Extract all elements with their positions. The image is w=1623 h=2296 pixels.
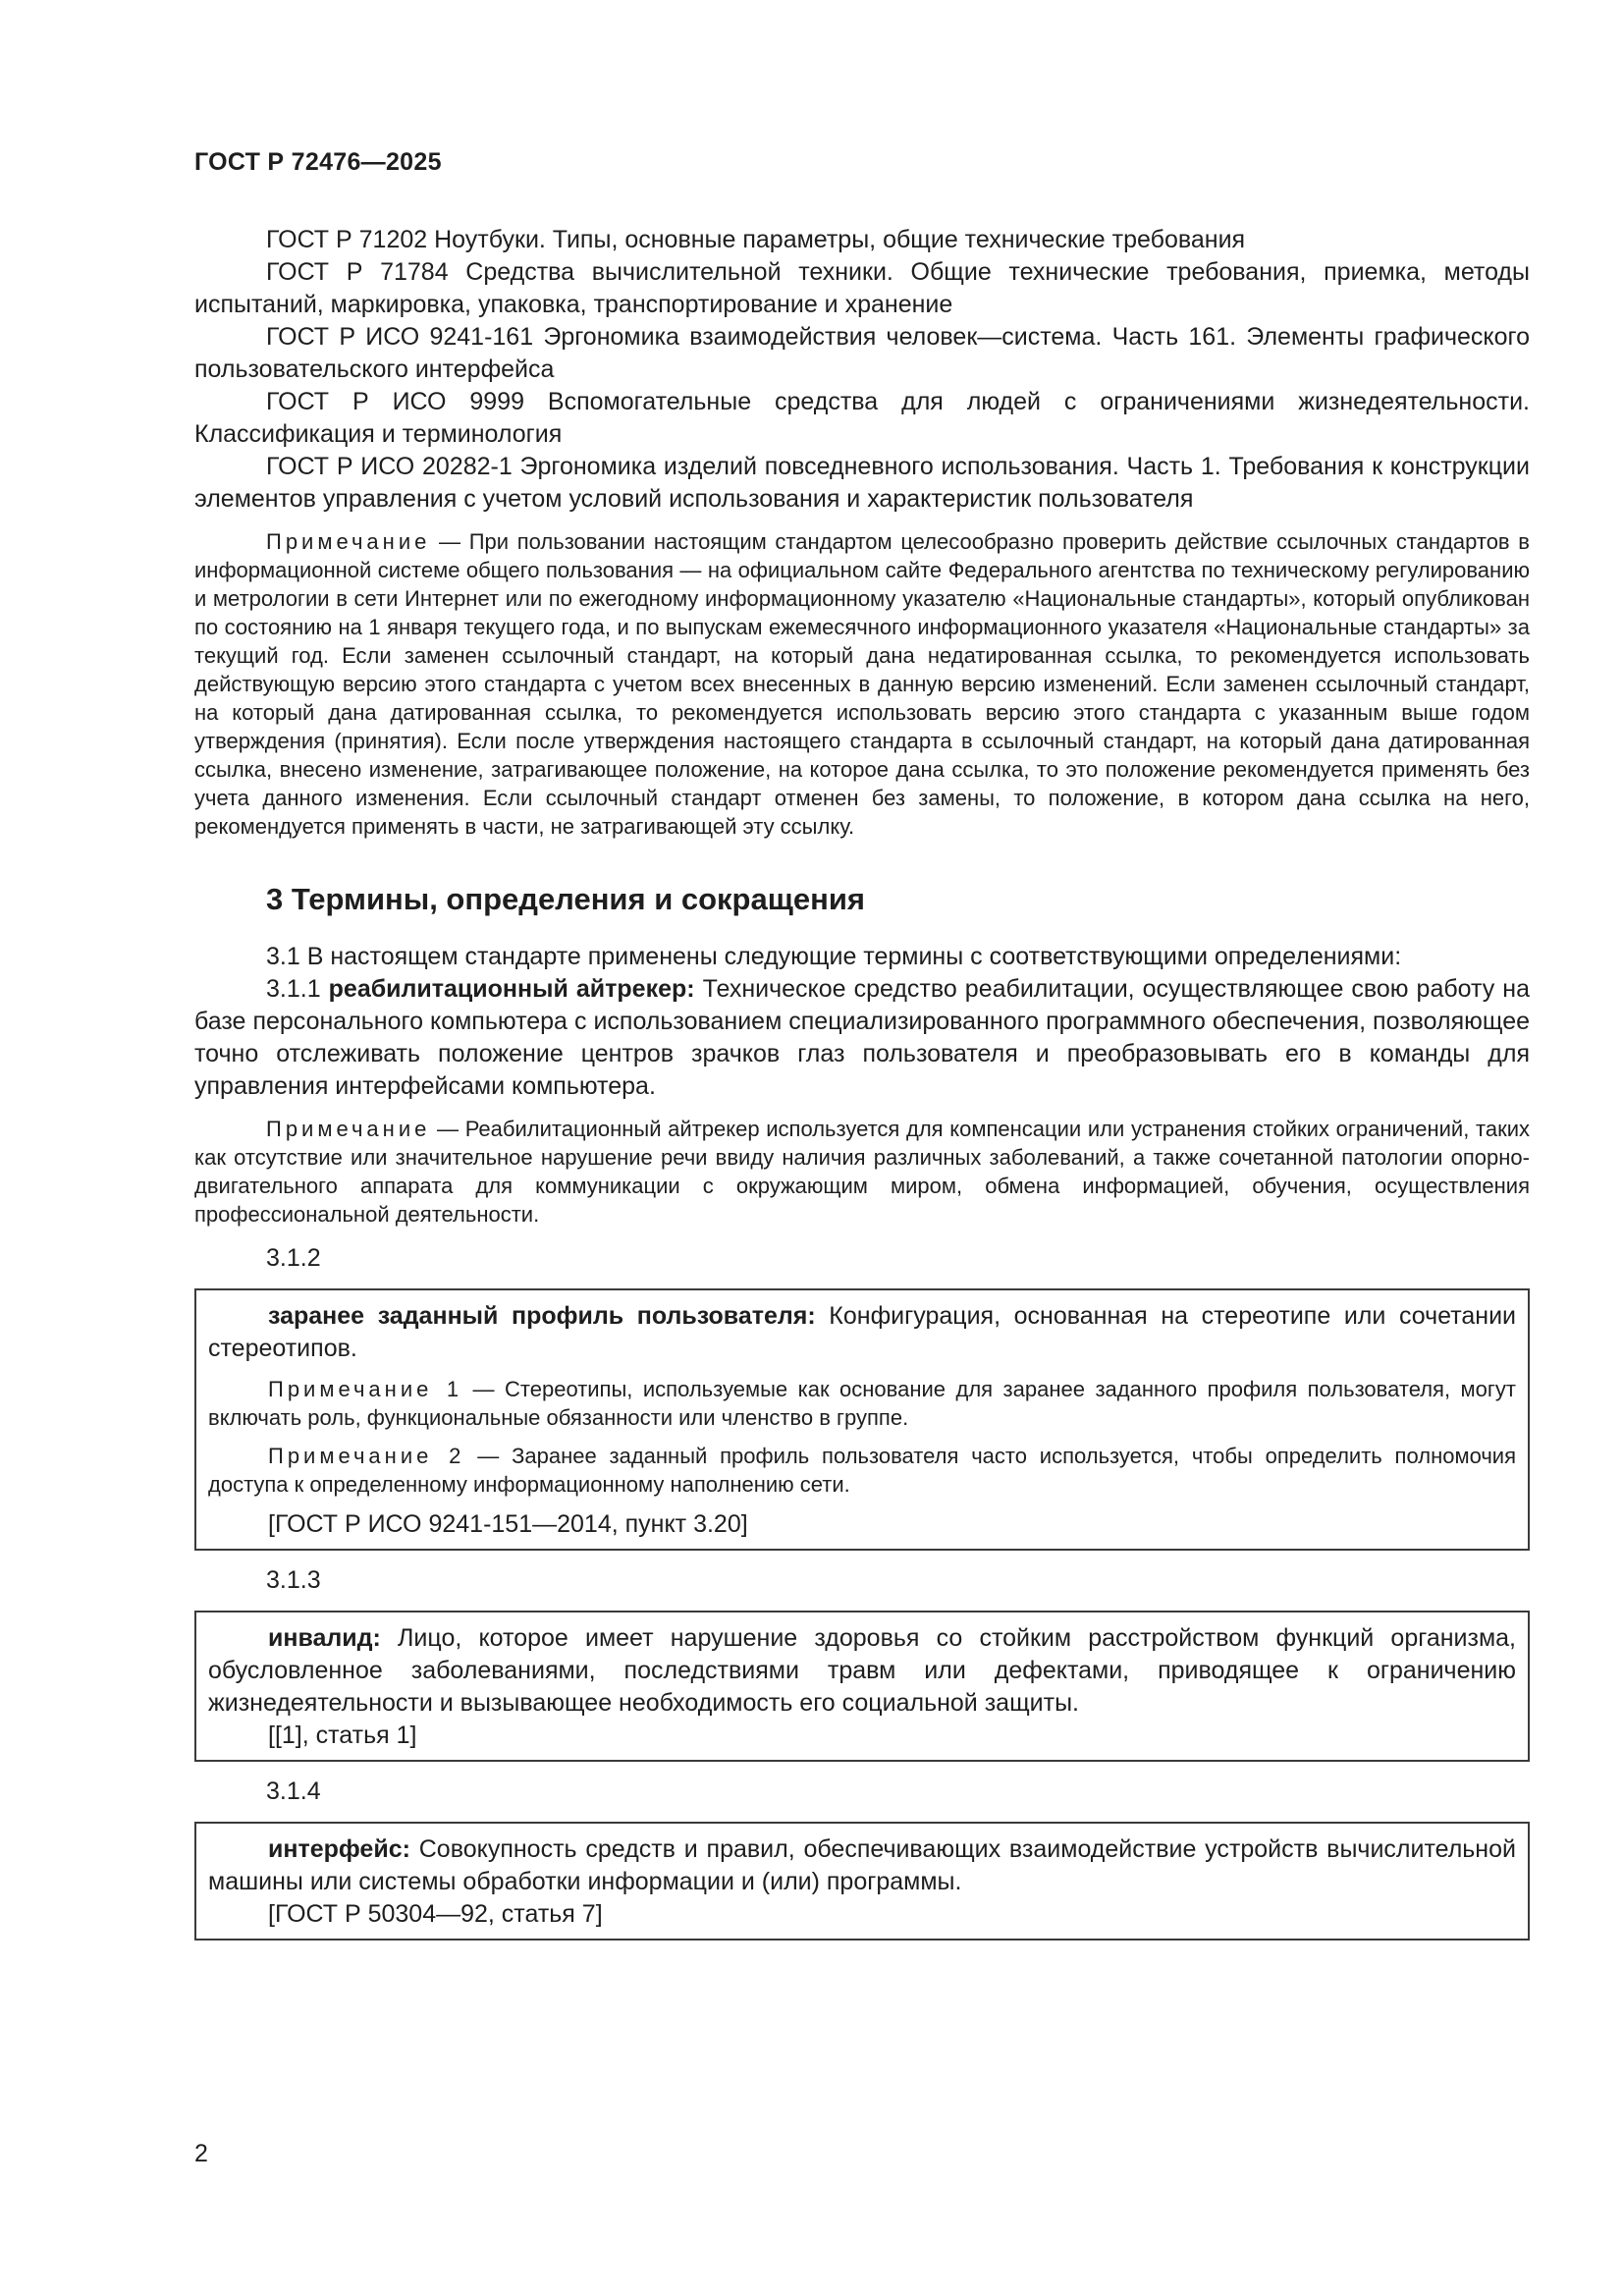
reference-item: ГОСТ Р ИСО 9241-161 Эргономика взаимодействия человек—система. Часть 161. Элементы графического пользовательского интерфейса	[194, 323, 1530, 383]
term-number: 3.1.2	[266, 1244, 321, 1272]
note-label: Примечание 1	[268, 1377, 463, 1401]
term-definition: Совокупность средств и правил, обеспечивающих взаимодействие устройств вычислительной машины или системы обработки информации и (или) программы.	[208, 1835, 1516, 1895]
normative-references-list	[194, 224, 1530, 516]
term-definition-paragraph	[208, 1300, 1516, 1365]
term-3-1-3-box	[194, 1611, 1530, 1762]
term-definition: Лицо, которое имеет нарушение здоровья со стойким расстройством функций организма, обусловленное заболеваниями, последствиями травм или дефектами, приводящее к ограничению жизнедеятельности и вызывающее необходимость его социальной защиты.	[208, 1624, 1516, 1717]
note-label: Примечание	[266, 1117, 431, 1141]
term-3-1-4-box	[194, 1822, 1530, 1941]
term-title: интерфейс:	[268, 1835, 410, 1863]
term-3-1-2-box	[194, 1288, 1530, 1551]
note-text: — Реабилитационный айтрекер используется для компенсации или устранения стойких ограничений, таких как отсутствие или значительное нарушение речи ввиду наличия различных заболеваний, а также сочетанной патологии опорно-двигательного аппарата для коммуникации с окружающим миром, обмена информацией, обучения, осуществления профессиональной деятельности.	[194, 1117, 1530, 1227]
term-source: [ГОСТ Р ИСО 9241-151—2014, пункт 3.20]	[268, 1510, 748, 1538]
page-number: 2	[194, 2140, 208, 2167]
term-3-1-1-note	[194, 1115, 1530, 1229]
term-definition-paragraph	[208, 1622, 1516, 1720]
term-note-1	[208, 1375, 1516, 1432]
term-title: заранее заданный профиль пользователя:	[268, 1302, 816, 1330]
note-label: Примечание	[266, 529, 431, 554]
note-text: — Стереотипы, используемые как основание для заранее заданного профиля пользователя, могут включать роль, функциональные обязанности или членство в группе.	[208, 1377, 1516, 1430]
term-title: инвалид:	[268, 1624, 381, 1652]
reference-item: ГОСТ Р ИСО 20282-1 Эргономика изделий повседневного использования. Часть 1. Требования к конструкции элементов управления с учетом условий использования и характеристик пользователя	[194, 453, 1530, 513]
term-note-2	[208, 1442, 1516, 1499]
term-number: 3.1.1	[266, 975, 321, 1003]
page-content	[194, 224, 1530, 1941]
term-definition: Конфигурация, основанная на стереотипе или сочетании стереотипов.	[208, 1302, 1516, 1362]
term-source: [[1], статья 1]	[268, 1722, 417, 1749]
term-title: реабилитационный айтрекер:	[328, 975, 695, 1003]
references-note	[194, 527, 1530, 841]
section-heading: 3 Термины, определения и сокращения	[266, 882, 865, 916]
term-definition-paragraph	[208, 1833, 1516, 1898]
reference-item: ГОСТ Р 71202 Ноутбуки. Типы, основные параметры, общие технические требования	[266, 226, 1246, 253]
section-intro: 3.1 В настоящем стандарте применены следующие термины с соответствующими определениями:	[266, 943, 1402, 970]
reference-item: ГОСТ Р 71784 Средства вычислительной техники. Общие технические требования, приемка, методы испытаний, маркировка, упаковка, транспортирование и хранение	[194, 258, 1530, 318]
term-3-1-1	[194, 973, 1530, 1103]
term-number: 3.1.3	[266, 1566, 321, 1594]
reference-item: ГОСТ Р ИСО 9999 Вспомогательные средства для людей с ограничениями жизнедеятельности. Классификация и терминология	[194, 388, 1530, 448]
note-text: — Заранее заданный профиль пользователя часто используется, чтобы определить полномочия доступа к определенному информационному наполнению сети.	[208, 1444, 1516, 1497]
note-text: — При пользовании настоящим стандартом целесообразно проверить действие ссылочных стандартов в информационной системе общего пользования — на официальном сайте Федерального агентства по техническому регулированию и метрологии в сети Интернет или по ежегодному информационному указателю «Национальные стандарты», который опубликован по состоянию на 1 января текущего года, и по выпускам ежемесячного информационного указателя «Национальные стандарты» за текущий год. Если заменен ссылочный стандарт, на который дана недатированная ссылка, то рекомендуется использовать действующую версию этого стандарта с учетом всех внесенных в данную версию изменений. Если заменен ссылочный стандарт, на который дана датированная ссылка, то рекомендуется использовать версию этого стандарта с указанным выше годом утверждения (принятия). Если после утверждения настоящего стандарта в ссылочный стандарт, на который дана датированная ссылка, внесено изменение, затрагивающее положение, на которое дана ссылка, то это положение рекомендуется применять без учета данного изменения. Если ссылочный стандарт отменен без замены, то положение, в котором дана ссылка на него, рекомендуется применять в части, не затрагивающей эту ссылку.	[194, 529, 1530, 839]
standard-code-header: ГОСТ Р 72476—2025	[194, 148, 442, 176]
term-number: 3.1.4	[266, 1777, 321, 1805]
note-label: Примечание 2	[268, 1444, 465, 1468]
term-definition: Техническое средство реабилитации, осуществляющее свою работу на базе персонального компьютера с использованием специализированного программного обеспечения, позволяющее точно отслеживать положение центров зрачков глаз пользователя и преобразовывать его в команды для управления интерфейсами компьютера.	[194, 975, 1530, 1100]
term-source: [ГОСТ Р 50304—92, статья 7]	[268, 1900, 603, 1928]
